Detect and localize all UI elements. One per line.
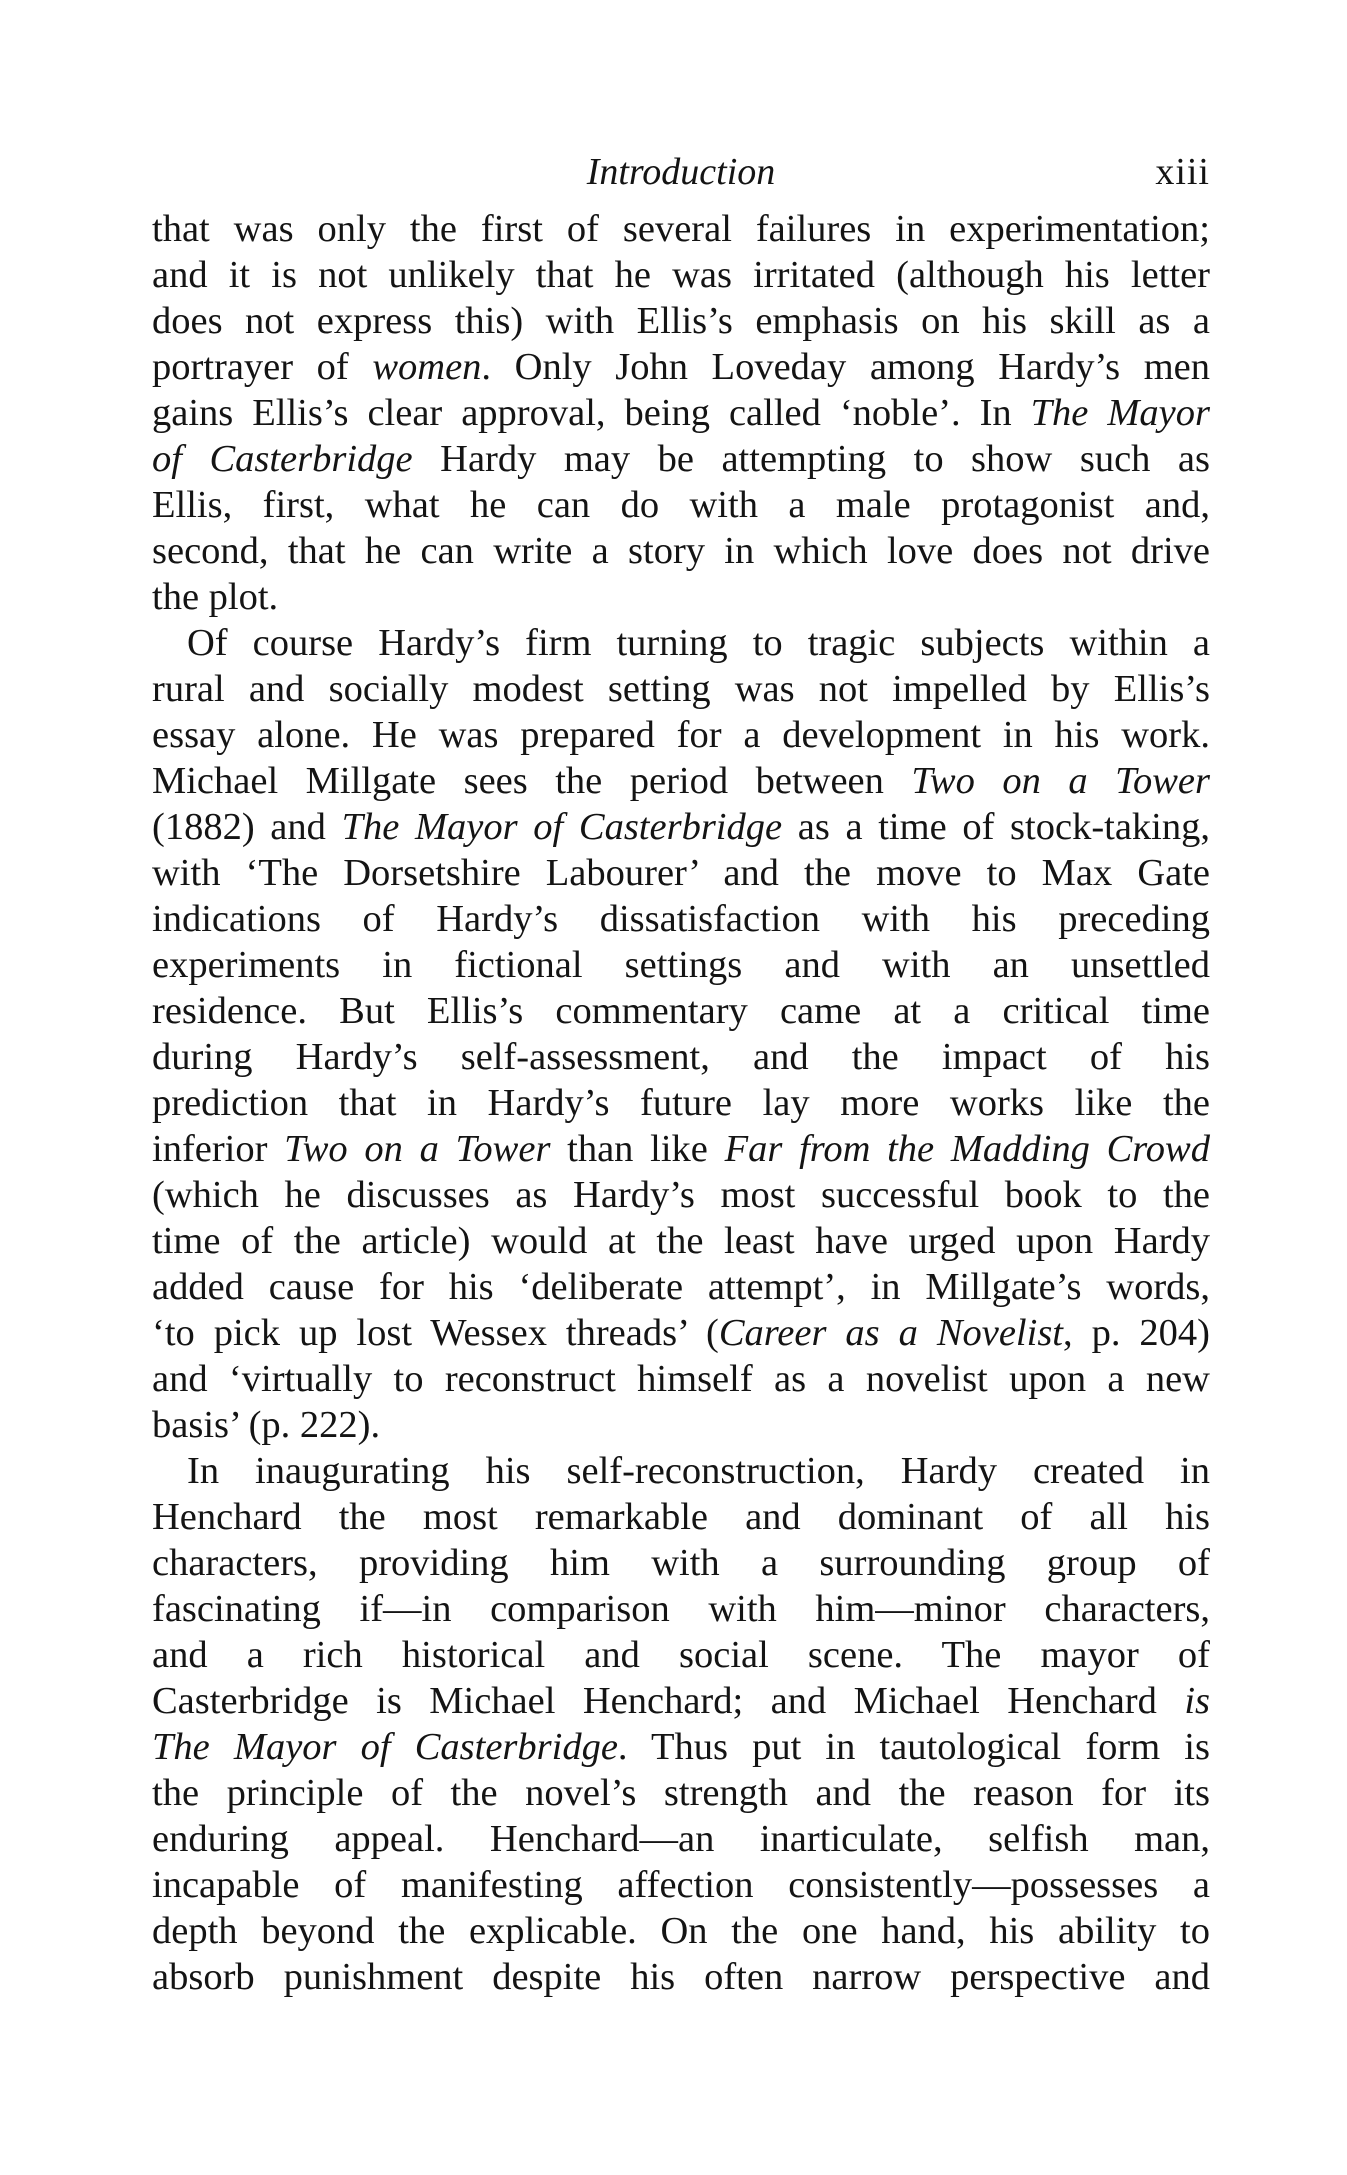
running-title: Introduction: [586, 151, 776, 193]
text-line: depth beyond the explicable. On the one hand, his ability to: [152, 1910, 1210, 1952]
text-line: Michael Millgate sees the period between Two on a Tower: [152, 760, 1210, 802]
text-line: Henchard the most remarkable and dominant of all his: [152, 1496, 1210, 1538]
text-line: the principle of the novel’s strength and the reason for its: [152, 1772, 1210, 1814]
text-line: and ‘virtually to reconstruct himself as a novelist upon a new: [152, 1358, 1210, 1400]
text-line: indications of Hardy’s dissatisfaction with his preceding: [152, 898, 1210, 940]
text-line: the plot.: [152, 576, 279, 618]
text-line: and a rich historical and social scene. The mayor of: [152, 1634, 1210, 1676]
text-line: of Casterbridge Hardy may be attempting to show such as: [152, 438, 1210, 480]
text-line: incapable of manifesting affection consistently—possesses a: [152, 1864, 1210, 1906]
text-line: The Mayor of Casterbridge. Thus put in tautological form is: [152, 1726, 1210, 1768]
text-line: Casterbridge is Michael Henchard; and Michael Henchard is: [152, 1680, 1210, 1722]
text-line: that was only the first of several failures in experimentation;: [152, 208, 1210, 250]
text-line: rural and socially modest setting was not impelled by Ellis’s: [152, 668, 1210, 710]
text-line: experiments in fictional settings and with an unsettled: [152, 944, 1210, 986]
text-line: second, that he can write a story in which love does not drive: [152, 530, 1210, 572]
text-line: ‘to pick up lost Wessex threads’ (Career as a Novelist, p. 204): [152, 1312, 1210, 1354]
text-line: characters, providing him with a surrounding group of: [152, 1542, 1210, 1584]
text-line: residence. But Ellis’s commentary came at a critical time: [152, 990, 1210, 1032]
text-line: fascinating if—in comparison with him—minor characters,: [152, 1588, 1210, 1630]
text-line: In inaugurating his self-reconstruction, Hardy created in: [187, 1450, 1210, 1492]
text-line: (which he discusses as Hardy’s most successful book to the: [152, 1174, 1210, 1216]
text-line: prediction that in Hardy’s future lay more works like the: [152, 1082, 1210, 1124]
text-line: (1882) and The Mayor of Casterbridge as a time of stock-taking,: [152, 806, 1211, 848]
text-line: enduring appeal. Henchard—an inarticulate, selfish man,: [152, 1818, 1210, 1860]
text-line: added cause for his ‘deliberate attempt’, in Millgate’s words,: [152, 1266, 1210, 1308]
page-header: [152, 147, 1210, 197]
body-text: [152, 206, 1210, 2000]
text-line: portrayer of women. Only John Loveday among Hardy’s men: [152, 346, 1210, 388]
text-line: time of the article) would at the least have urged upon Hardy: [152, 1220, 1210, 1262]
text-line: Ellis, first, what he can do with a male protagonist and,: [152, 484, 1210, 526]
text-line: gains Ellis’s clear approval, being called ‘noble’. In The Mayor: [152, 392, 1210, 434]
text-line: Of course Hardy’s firm turning to tragic subjects within a: [187, 622, 1210, 664]
text-line: with ‘The Dorsetshire Labourer’ and the move to Max Gate: [152, 852, 1210, 894]
text-line: and it is not unlikely that he was irritated (although his letter: [152, 254, 1210, 296]
text-line: inferior Two on a Tower than like Far from the Madding Crowd: [152, 1128, 1210, 1170]
text-line: basis’ (p. 222).: [152, 1404, 381, 1446]
text-line: essay alone. He was prepared for a development in his work.: [152, 714, 1210, 756]
text-line: absorb punishment despite his often narrow perspective and: [152, 1956, 1210, 1998]
text-line: does not express this) with Ellis’s emphasis on his skill as a: [152, 300, 1210, 342]
text-line: during Hardy’s self-assessment, and the impact of his: [152, 1036, 1210, 1078]
page-number: xiii: [1155, 151, 1210, 193]
